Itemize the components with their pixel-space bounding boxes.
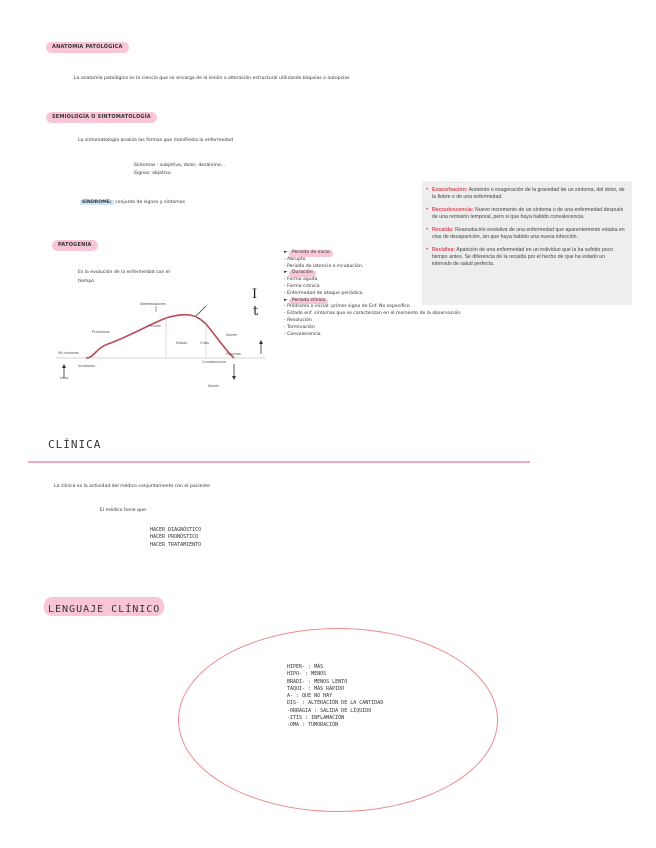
list-heading-duracion: ► Duración (284, 270, 462, 277)
lenguaje-item: -ITIS : INFLAMACIÓN (287, 715, 345, 722)
sindrome-def: conjunto de signos y síntomas (115, 200, 185, 205)
arrow-top (196, 306, 206, 316)
patogenia-text-2: tiempo (78, 279, 95, 284)
list-item: - Forma crónica (284, 283, 320, 289)
lenguaje-item: A- : QUE NO HAY (287, 693, 333, 700)
disease-curve (86, 315, 234, 358)
clinica-sub: El médico tiene que: (100, 508, 148, 513)
clinica-heading: CLÍNICA (48, 438, 102, 451)
label-periodo: Período (148, 324, 161, 328)
signos-text: Signos: objetivo (134, 171, 171, 176)
list-item: - Resolución (284, 317, 312, 323)
disease-evolution-diagram (56, 296, 276, 396)
lenguaje-item: HIPO- : MENOS (287, 671, 327, 678)
list-heading-clinico: ► Período clínico (284, 298, 462, 305)
info-term: Exacerbación: (432, 187, 468, 193)
patogenia-text-1: Es la evolución de la enfermedad con el (78, 270, 170, 275)
bullet-icon: • (426, 247, 429, 253)
label-prodromos: Pródromos (92, 330, 110, 334)
sintomas-text: Síntomas : subjetivo, dolor, desánimo... (134, 163, 226, 168)
info-term: Recrudescencia: (432, 207, 474, 213)
info-term: Recaída: (432, 227, 454, 233)
info-def: Nuevo incremento de un síntoma o de una enfermedad después de una remisión temporal, pero si que haya habido convalecencia. (432, 207, 624, 220)
list-item: - Pródromo o inicial: primer signo de Enf. No específico (284, 304, 410, 310)
list-item: - Estado enf. síntomas que se caracterizan en el momento de la observación. (284, 311, 462, 317)
info-def: Aparición de una enfermedad en un individuo que la ha sufrido poco tiempo antes. Se diferencia de la recaída por el hecho de que ha estado un intervalo de salud perfecta. (432, 247, 614, 267)
info-item (422, 187, 626, 201)
bullet-icon: • (426, 187, 429, 193)
info-term: Recidiva: (432, 247, 456, 253)
sindrome-line (80, 199, 185, 206)
lenguaje-item: TAQUI- : MÁS RÁPIDO (287, 685, 345, 692)
lenguaje-heading: LENGUAJE CLÍNICO (48, 604, 161, 615)
arrow-start-head (62, 364, 66, 368)
lenguaje-item: -OMA : TUMORACIÓN (287, 722, 339, 729)
clinica-item: HACER DIAGNÓSTICO (150, 527, 202, 533)
clinica-item: HACER PRONÓSTICO (150, 534, 199, 541)
patogenia-heading: PATOGENIA (52, 240, 98, 251)
lenguaje-heading-wrap (44, 597, 164, 616)
label-inicio: Inicio (60, 376, 69, 380)
label-convalecencia: Convalecencia (202, 360, 226, 364)
list-item: - Periodo de latencia o incubación. (284, 263, 364, 269)
label-manifestaciones: Manifestaciones (140, 302, 166, 306)
label-estado: Estado (176, 341, 188, 345)
info-def: Aumento o exageración de la gravedad de un síntoma, del dolor, de la fiebre o de una enfermedad. (432, 187, 625, 200)
list-item: - Enfermedad de ataque periódico (284, 290, 363, 296)
arrow-right-head (259, 340, 263, 344)
lenguaje-list (287, 664, 383, 730)
arrow-end-head (232, 376, 236, 380)
anatomia-text: La anatomía patológica es la ciencia que se encarga de la lesión o alteración estructural utilizando biopsias o autopsias (74, 76, 350, 81)
label-secuelas: Secuelas (226, 352, 241, 356)
clinica-divider (28, 461, 530, 463)
semiologia-heading: SEMIOLOGÍA O SINTOMATOLOGÍA (46, 112, 157, 123)
list-item: - Forma aguda (284, 277, 318, 283)
big-letter-t: t (253, 304, 259, 319)
semiologia-text: La sintomatología analiza las formas que manifiesta la enfermedad (78, 138, 233, 143)
clinica-text: La clínica es la actividad del médico conjuntamente con el paciente (54, 484, 210, 489)
patogenia-list (284, 250, 462, 338)
clinica-list (150, 527, 201, 549)
list-item: - Abrupto (284, 256, 306, 262)
lenguaje-item: HIPER- : MÁS (287, 664, 324, 670)
label-sin-sintomas: Sin síntomas (58, 351, 79, 355)
info-item (422, 227, 626, 241)
label-crisis: Crisis (200, 341, 209, 345)
lenguaje-item: BRADI- : MENOS LENTO (287, 678, 348, 685)
clinica-item: HACER TRATAMIENTO (150, 541, 202, 548)
list-item: - Terminación (284, 324, 315, 330)
label-muerte-top: Muerte (226, 333, 238, 337)
lenguaje-item: -ORRAGIA : SALIDA DE LÍQUIDO (287, 707, 372, 714)
label-incubacion: Incubación (78, 364, 96, 368)
anatomia-heading: ANATOMIA PATOLÓGICA (46, 42, 129, 53)
big-letter-i: I (252, 287, 258, 302)
list-heading-inicio: ► Período de inicio (284, 250, 462, 257)
info-item (422, 207, 626, 221)
list-item: - Convalecencia (284, 331, 321, 337)
bullet-icon: • (426, 207, 429, 213)
info-def: Reanudación evolutiva de una enfermedad que aparentemente estaba en vías de desaparición, sin que haya habido una nueva infección. (432, 227, 625, 240)
lenguaje-item: DIS- : ALTERACIÓN DE LA CANTIDAD (287, 700, 384, 707)
label-muerte-bottom: Muerte (208, 384, 220, 388)
bullet-icon: • (426, 227, 429, 233)
sindrome-term: SÍNDROME: (82, 200, 112, 205)
